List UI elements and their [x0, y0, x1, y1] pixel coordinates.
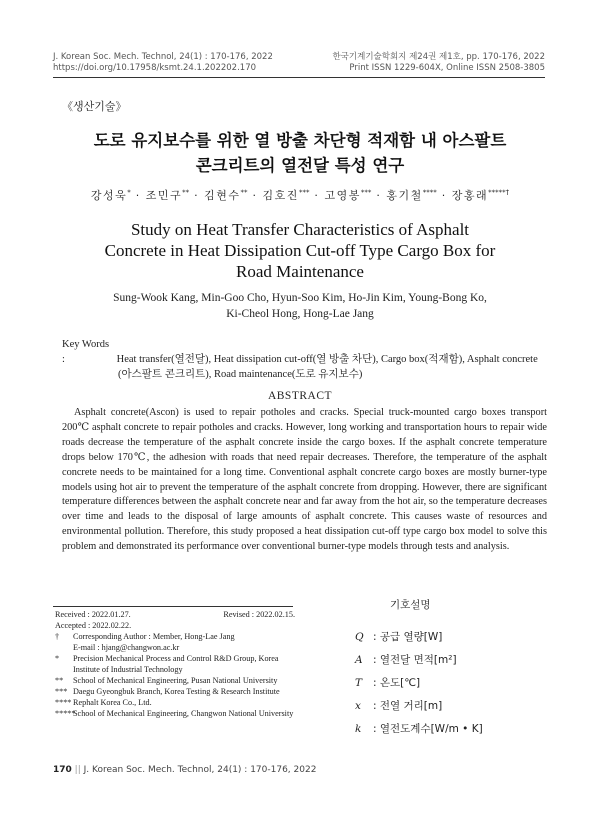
title-korean	[0, 128, 600, 178]
symbol: A	[355, 654, 363, 666]
running-header-right	[332, 52, 545, 74]
footer-separator: ||	[74, 765, 81, 775]
doi-link[interactable]: https://doi.org/10.17958/ksmt.24.1.202202.170	[53, 63, 257, 73]
accepted-date: Accepted : 2022.02.22.	[55, 621, 132, 630]
authors-english-line: Sung-Wook Kang, Min-Goo Cho, Hyun-Soo Kim, Ho-Jin Kim, Young-Bong Ko,	[113, 292, 487, 304]
symbol-description: : 전열 거리[m]	[373, 700, 443, 712]
page-footer	[53, 765, 316, 775]
footnote-item: * Precision Mechanical Process and Control R&D Group, Korea Institute of Industrial Technology	[55, 654, 279, 674]
header-divider	[53, 77, 545, 78]
symbol-description: : 온도[℃]	[373, 677, 421, 689]
affiliation-mark: *	[127, 188, 131, 197]
author-separator: ·	[247, 189, 263, 202]
symbol: x	[355, 700, 361, 712]
symbol: k	[355, 723, 362, 735]
nomenclature-item	[355, 718, 483, 741]
footnote-divider	[53, 606, 293, 607]
symbol: Q	[355, 631, 364, 643]
author-name: 고영봉	[324, 189, 361, 202]
title-korean-line: 콘크리트의 열전달 특성 연구	[195, 156, 405, 175]
symbol-description: : 열전도계수[W/m • K]	[373, 723, 483, 735]
title-english-line: Concrete in Heat Dissipation Cut-off Type Cargo Box for	[104, 241, 496, 260]
author-name: 김현수	[204, 189, 241, 202]
keywords	[62, 337, 547, 382]
affiliation-mark: ****	[422, 188, 437, 197]
affiliation-mark: ***	[298, 188, 310, 197]
footnote-item: † Corresponding Author : Member, Hong-Lae Jang	[55, 632, 235, 641]
authors-english-line: Ki-Cheol Hong, Hong-Lae Jang	[226, 308, 374, 320]
nomenclature-item	[355, 672, 483, 695]
title-english-line: Study on Heat Transfer Characteristics of Asphalt	[130, 220, 470, 239]
symbol-description: : 열전달 면적[m²]	[373, 654, 457, 666]
nomenclature-heading: 기호설명	[390, 599, 431, 611]
symbol-description: : 공급 열량[W]	[373, 631, 443, 643]
keywords-label: Key Words :	[62, 339, 110, 365]
category-label: 《생산기술》	[62, 100, 127, 113]
authors-english	[0, 290, 600, 322]
abstract-body: Asphalt concrete(Ascon) is used to repair potholes and cracks. Special truck-mounted cargo boxes transport 200℃ asphalt concrete to repair potholes and cracks. However, long working and transportation hours to repair wide roads decrease the temperature of the asphalt concrete inside the cargo boxes. If the asphalt concrete temperature drops below 170℃, the adhesion with roads that need repair decreases. Therefore, the temperature of the asphalt concrete needs to be maintained for a long time. Conventional asphalt concrete cargo boxes are mostly burner-type models using hot air to prevent the temperature of the asphalt concrete from dropping. However, there are significant temperature differences between the asphalt concrete near and far away from the hot air, so the temperature decreases over time and leads to the disposal of large amounts of asphalt concrete. This causes waste of resources and environmental pollution. Therefore, this study proposed a heat dissipation cut-off type cargo box model to solve this problem and demonstrated its performance over conventional burner-type models through tests and analysis.	[62, 407, 547, 553]
page-number: 170	[53, 765, 72, 775]
footnotes	[55, 609, 295, 719]
revised-date: Revised : 2022.02.15.	[223, 610, 295, 619]
abstract-heading: ABSTRACT	[267, 390, 333, 402]
affiliation-mark: **	[240, 188, 248, 197]
author-separator: ·	[130, 189, 146, 202]
affiliation-mark: *****†	[488, 188, 510, 197]
title-korean-line: 도로 유지보수를 위한 열 방출 차단형 적재함 내 아스팔트	[93, 131, 507, 150]
nomenclature-item	[355, 649, 483, 672]
nomenclature-item	[355, 626, 483, 649]
author-name: 강성욱	[90, 189, 128, 202]
footer-citation: J. Korean Soc. Mech. Technol, 24(1) : 170-176, 2022	[83, 765, 317, 775]
footnote-item	[55, 642, 295, 653]
nomenclature-item	[355, 695, 483, 718]
received-date: Received : 2022.01.27.	[55, 610, 131, 619]
journal-citation-ko: 한국기계기술학회지 제24권 제1호, pp. 170-176, 2022	[332, 52, 545, 62]
issn-info: Print ISSN 1229-604X, Online ISSN 2508-3805	[349, 63, 545, 73]
author-name: 장홍래	[451, 189, 489, 202]
author-name: 김호진	[262, 189, 299, 202]
author-name: 홍기철	[386, 189, 423, 202]
footnote-item: ***** School of Mechanical Engineering, Changwon National University	[55, 709, 294, 718]
title-english-line: Road Maintenance	[236, 262, 364, 281]
author-separator: ·	[309, 189, 325, 202]
author-separator: ·	[436, 189, 452, 202]
footnote-item: ** School of Mechanical Engineering, Pusan National University	[55, 676, 278, 685]
author-separator: ·	[189, 189, 205, 202]
author-name: 조민구	[145, 189, 183, 202]
author-separator: ·	[371, 189, 387, 202]
submission-dates	[55, 609, 295, 620]
footnote-item: **** Rephalt Korea Co., Ltd.	[55, 698, 152, 707]
title-english	[0, 219, 600, 282]
nomenclature-list	[355, 626, 483, 741]
keywords-text: Heat transfer(열전달), Heat dissipation cut-off(열 방출 차단), Cargo box(적재함), Asphalt concrete	[116, 354, 538, 365]
journal-citation: J. Korean Soc. Mech. Technol, 24(1) : 170-176, 2022	[53, 52, 273, 62]
affiliation-mark: **	[182, 188, 190, 197]
footnote-item: *** Daegu Gyeongbuk Branch, Korea Testing & Research Institute	[55, 687, 280, 696]
email-link[interactable]: E-mail : hjang@changwon.ac.kr	[73, 643, 180, 652]
authors-korean	[0, 187, 600, 203]
running-header-left	[53, 52, 273, 74]
keywords-text-cont: (아스팔트 콘크리트), Road maintenance(도로 유지보수)	[118, 369, 363, 380]
symbol: T	[355, 677, 363, 689]
affiliation-mark: ***	[360, 188, 372, 197]
